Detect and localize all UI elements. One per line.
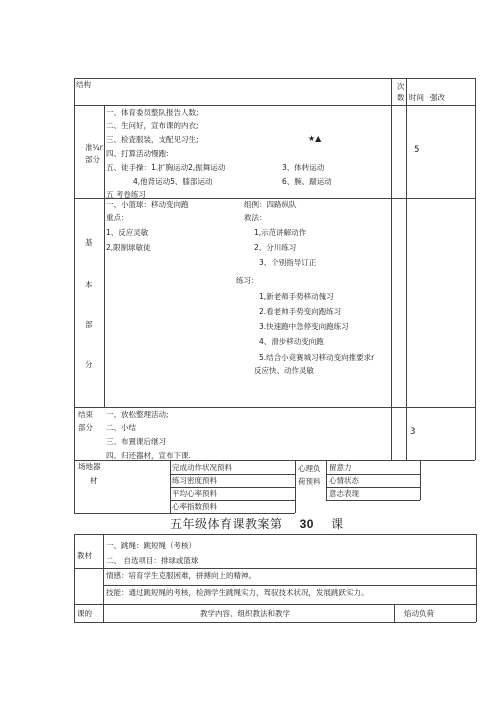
prediction-item: 完成动作状况预料 bbox=[172, 463, 232, 472]
order-label: 课的 bbox=[77, 609, 92, 618]
load-header: 焰动负荷 bbox=[404, 609, 434, 618]
prediction-item: 练习密度预料 bbox=[172, 476, 217, 485]
basic-label-char: 本 bbox=[85, 280, 93, 289]
end-time: 3 bbox=[410, 427, 416, 437]
venue-label-1: 场地器 bbox=[78, 462, 101, 471]
prep-line-clipped: 五 考卷练习 bbox=[106, 190, 146, 198]
psych-item: 心情状态 bbox=[329, 476, 359, 485]
end-label-2: 部分 bbox=[78, 423, 93, 432]
basic-label-char: 部 bbox=[85, 320, 93, 329]
practice-item: 4、滑步移动变向跑 bbox=[259, 337, 324, 346]
org-text: 组例：四路纵队 bbox=[244, 200, 297, 209]
prep-line: 五、徒手操：1.扩胸运动2,振舞运动 bbox=[106, 163, 226, 172]
prep-line: 二、生问好，宣布课的内衣; bbox=[106, 121, 199, 130]
key-point: 2,限制球敏徒 bbox=[106, 243, 151, 252]
practice-item: 2.看老帅手势变向跑练习 bbox=[259, 307, 342, 316]
lesson-suffix: 课 bbox=[331, 517, 344, 531]
prep-col2-line: 6、腕、踹运动 bbox=[282, 177, 332, 186]
prep-line: 一、体育委员整队报告人数; bbox=[106, 108, 199, 117]
prep-label-2: 部分 bbox=[85, 155, 100, 164]
prep-line: 三、检査服装，支配见习生; bbox=[106, 135, 199, 144]
practice-item: 3.快速跑中急停变向跑练习 bbox=[259, 322, 349, 331]
key-label: 重点： bbox=[106, 213, 129, 222]
prediction-item: 平均心率预料 bbox=[172, 489, 217, 498]
method-item: 1,示范讲解动作 bbox=[254, 228, 307, 237]
key-point: 1、反应灵敏 bbox=[106, 228, 149, 237]
goal-skill: 技能：通过跳短绳的考核，检测学生跳绳实力，驾驭技术状况，发展跳跃实力。 bbox=[106, 588, 369, 597]
count-header-2: 数 bbox=[397, 93, 405, 102]
method-item: 3、个别指导订正 bbox=[259, 258, 317, 267]
end-line: 二、小结 bbox=[106, 423, 136, 432]
practice-label: 练习： bbox=[236, 276, 259, 285]
prep-label-1: 准¼r bbox=[85, 143, 103, 152]
practice-item: 反应快、动作灵敏 bbox=[254, 366, 314, 375]
method-label: 救法： bbox=[244, 213, 267, 222]
time-header: 时间 bbox=[409, 93, 424, 102]
goal-emotion: 情感：培育学生克服困难，拼搏向上的精神。 bbox=[106, 571, 256, 580]
venue-label-2: 材 bbox=[90, 476, 98, 485]
practice-item: 5.结合小竞赛城习移动变向推要求r bbox=[259, 353, 375, 362]
prep-marks: ★▲ bbox=[308, 134, 322, 143]
lesson-title-text: 五年级体育课教案第 bbox=[170, 517, 283, 531]
content-header: 教学内容、组织教法和教学 bbox=[200, 609, 290, 618]
basic-label-char: 分 bbox=[85, 360, 93, 369]
prep-line: 四、打算活动慢跑: bbox=[106, 149, 169, 158]
intensity-header: 强改 bbox=[430, 93, 445, 102]
prep-time: 5 bbox=[414, 145, 420, 155]
prep-line: 4,他背运动5、膝部运动 bbox=[133, 177, 213, 186]
psych-item: 留意力 bbox=[329, 463, 352, 472]
prediction-item: 心率指数预料 bbox=[172, 502, 217, 511]
structure-header: 结构 bbox=[76, 80, 91, 89]
end-line: 三、布置课后继习 bbox=[106, 437, 166, 446]
prep-col2-line: 3、体转运动 bbox=[282, 163, 325, 172]
psych-label-2: 荷预料 bbox=[298, 477, 321, 486]
material-label: 教材 bbox=[77, 551, 92, 560]
psych-item: 意志表现 bbox=[329, 489, 359, 498]
material-item: 一、跳绳：跳短绳（考核） bbox=[106, 541, 196, 550]
basic-title: 一、小篮球：移动变向跑 bbox=[106, 200, 189, 209]
method-item: 2、分川练习 bbox=[254, 243, 297, 252]
psych-label-1: 心理负 bbox=[298, 464, 321, 473]
basic-label-char: 基 bbox=[85, 238, 93, 247]
count-header-1: 次 bbox=[397, 82, 405, 91]
end-line: 一、放松整理活动; bbox=[106, 410, 169, 419]
material-item: 二、 自选项目：排球或篮球 bbox=[106, 556, 199, 565]
lesson-number: 30 bbox=[299, 517, 314, 531]
practice-item: 1,新老师手势移动傀习 bbox=[259, 292, 334, 301]
end-line: 四、归还器材，宣布下课. bbox=[106, 451, 191, 460]
lesson-title bbox=[170, 513, 344, 532]
end-label-1: 结束 bbox=[78, 410, 93, 419]
